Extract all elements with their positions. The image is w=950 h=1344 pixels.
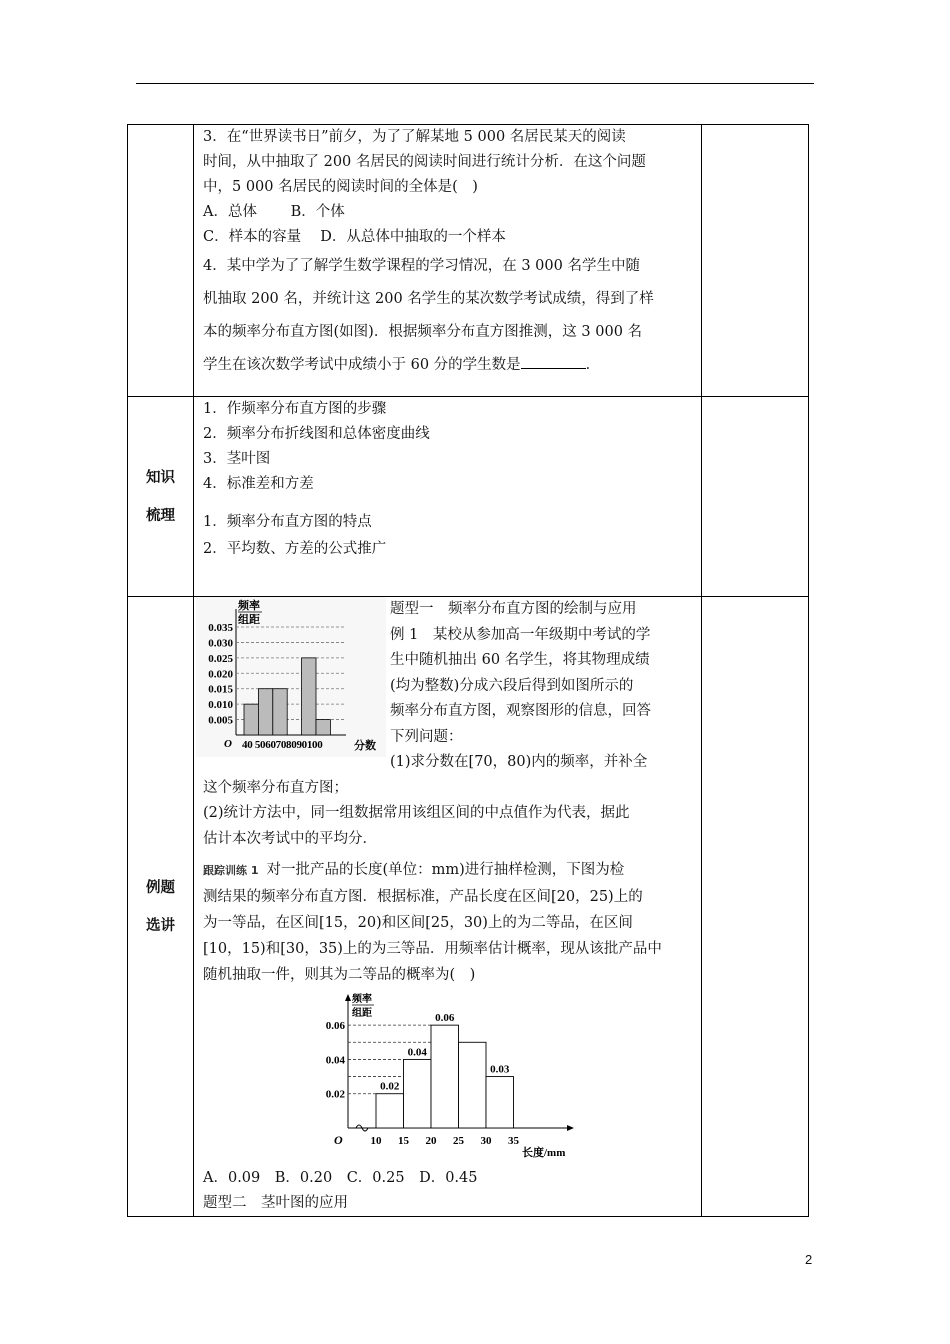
knowledge-item: 2．频率分布折线图和总体密度曲线	[203, 426, 430, 442]
bar	[431, 1025, 459, 1128]
y-tick-label: 0.035	[208, 622, 233, 634]
x-axis-label: 长度/mm	[522, 1147, 566, 1159]
ex1-line: (2)统计方法中，同一组数据常用该组区间的中点值作为代表，据此	[203, 805, 630, 821]
options-line: A．0.09 B．0.20 C．0.25 D．0.45	[203, 1170, 478, 1186]
q4-line	[203, 349, 695, 382]
q4-line: 本的频率分布直方图(如图)．根据频率分布直方图推测，这 3 000 名	[203, 324, 643, 340]
bar	[459, 1042, 487, 1128]
data-label: 0.04	[407, 1046, 427, 1059]
example-1-block	[194, 597, 701, 776]
y-axis-arrow	[345, 994, 351, 1001]
q3-options: A．总体 B．个体	[203, 204, 345, 220]
example-1-full-text	[194, 776, 701, 853]
knowledge-list-a	[194, 397, 701, 497]
ex1-line: (1)求分数在[70，80)内的频率，并补全	[390, 754, 648, 770]
x-tick-labels: 40 5060708090100	[242, 739, 323, 751]
x-axis-label: 分数	[354, 740, 376, 752]
y-label-top: 频率	[352, 994, 372, 1005]
lesson-table	[127, 124, 809, 1217]
y-tick-label: 0.02	[325, 1088, 345, 1101]
follow-line: 测结果的频率分布直方图．根据标准，产品长度在区间[20，25)上的	[203, 889, 643, 905]
q3-options: C．样本的容量 D．从总体中抽取的一个样本	[203, 229, 506, 245]
ex1-line: 这个频率分布直方图；	[203, 779, 348, 796]
knowledge-item: 2．平均数、方差的公式推广	[203, 541, 387, 557]
question-4	[194, 250, 701, 382]
follow-text: 对一批产品的长度(单位：mm)进行抽样检测，下图为检	[266, 862, 625, 878]
bar	[273, 689, 287, 735]
ex1-line: 生中随机抽出 60 名学生，将其物理成绩	[390, 652, 650, 668]
label-knowledge	[128, 397, 194, 597]
follow-tag: 跟踪训练 1	[203, 864, 259, 877]
knowledge-item: 1．频率分布直方图的特点	[203, 514, 372, 530]
histogram-scores	[196, 597, 386, 757]
bar	[404, 1059, 432, 1128]
knowledge-list-b	[194, 509, 701, 563]
practice-cell	[194, 125, 702, 397]
knowledge-item: 4．标准差和方差	[203, 476, 314, 492]
data-label: 0.06	[435, 1012, 455, 1025]
ex1-line: 下列问题：	[390, 728, 463, 745]
x-tick-label: 20	[425, 1135, 437, 1147]
q4-line: 4．某中学为了了解学生数学课程的学习情况，在 3 000 名学生中随	[203, 258, 640, 274]
q3-line: 3．在“世界读书日”前夕，为了了解某地 5 000 名居民某天的阅读	[203, 129, 626, 145]
y-label-top: 频率	[238, 600, 260, 612]
follow-options	[194, 1166, 701, 1216]
x-tick-label: 15	[398, 1135, 409, 1147]
row-examples	[128, 597, 809, 1217]
follow-line: 随机抽取一件，则其为二等品的概率为( )	[203, 967, 476, 983]
ex1-line: (均为整数)分成六段后得到如图所示的	[390, 677, 634, 694]
x-axis-arrow	[567, 1125, 574, 1131]
bar	[376, 1094, 404, 1128]
x-tick-label: 10	[370, 1135, 382, 1147]
note-cell	[702, 125, 809, 397]
examples-cell	[194, 597, 702, 1217]
note-cell	[702, 397, 809, 597]
y-tick-label: 0.020	[208, 668, 233, 681]
label-examples	[128, 597, 194, 1217]
label-examples-1: 例题	[146, 879, 175, 896]
row-practice	[128, 125, 809, 397]
origin-label: O	[334, 1133, 343, 1147]
ex1-line: 题型一 频率分布直方图的绘制与应用	[390, 601, 637, 617]
x-tick-label: 35	[508, 1135, 519, 1147]
question-3	[194, 125, 701, 250]
bar	[302, 658, 316, 735]
label-examples-2: 选讲	[146, 917, 175, 934]
histogram-length	[312, 992, 592, 1162]
bar	[316, 720, 330, 735]
label-knowledge-1: 知识	[146, 469, 175, 486]
follow-up-1	[194, 857, 701, 988]
bar	[486, 1077, 514, 1128]
row-knowledge	[128, 397, 809, 597]
q4-line: 机抽取 200 名，并统计这 200 名学生的某次数学考试成绩，得到了样	[203, 291, 654, 307]
y-label-bottom: 组距	[238, 614, 260, 626]
y-tick-label: 0.04	[325, 1054, 345, 1067]
data-label: 0.02	[380, 1080, 400, 1093]
follow-line	[203, 857, 695, 884]
page-number: 2	[805, 1252, 813, 1267]
q4-last-text: 学生在该次数学考试中成绩小于 60 分的学生数是	[203, 357, 521, 373]
y-tick-label: 0.010	[208, 699, 233, 712]
q3-line: 中，5 000 名居民的阅读时间的全体是( )	[203, 179, 478, 195]
y-tick-label: 0.015	[208, 683, 233, 696]
knowledge-item: 3．茎叶图	[203, 451, 271, 467]
origin-label: O	[224, 738, 232, 750]
ex1-line: 频率分布直方图，观察图形的信息，回答	[390, 703, 651, 719]
bar	[244, 704, 258, 735]
note-cell	[702, 597, 809, 1217]
ex1-line: 例 1 某校从参加高一年级期中考试的学	[390, 626, 651, 643]
label-knowledge-2: 梳理	[146, 507, 175, 524]
follow-line: 为一等品，在区间[15，20)和区间[25，30)上的为二等品，在区间	[203, 915, 633, 931]
example-1-side-text	[386, 597, 657, 776]
knowledge-item: 1．作频率分布直方图的步骤	[203, 401, 387, 417]
q4-end: ．	[585, 357, 601, 373]
follow-line: [10，15)和[30，35)上的为三等品．用频率估计概率，现从该批产品中	[203, 941, 662, 957]
x-tick-label: 25	[453, 1135, 464, 1147]
y-tick-label: 0.025	[208, 652, 233, 665]
q3-line: 时间，从中抽取了 200 名居民的阅读时间进行统计分析．在这个问题	[203, 154, 646, 170]
x-tick-label: 30	[480, 1135, 492, 1147]
y-label-bottom: 组距	[352, 1008, 372, 1019]
y-tick-label: 0.06	[325, 1020, 345, 1033]
knowledge-cell	[194, 397, 702, 597]
answer-blank	[521, 354, 586, 369]
type2-heading: 题型二 茎叶图的应用	[203, 1195, 348, 1211]
data-label: 0.03	[490, 1063, 510, 1076]
header-rule	[136, 83, 814, 84]
bar	[258, 689, 272, 735]
y-tick-label: 0.030	[208, 637, 233, 650]
ex1-line: 估计本次考试中的平均分．	[203, 830, 377, 847]
y-tick-label: 0.005	[208, 714, 233, 727]
label-cell-empty	[128, 125, 194, 397]
